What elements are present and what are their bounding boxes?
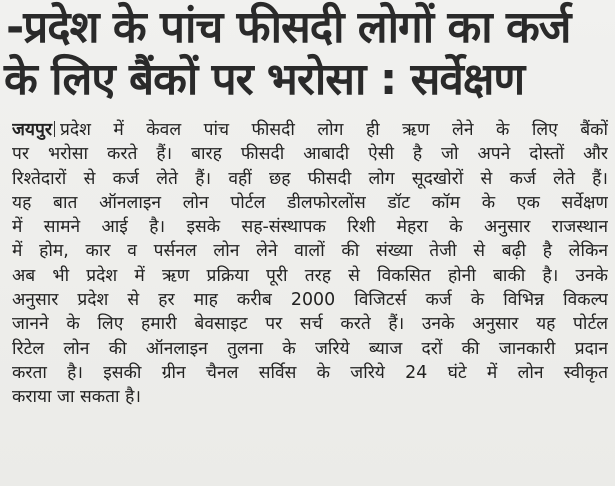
body-line-1: [12, 118, 608, 142]
dateline: जयपुर: [12, 120, 52, 140]
headline: [4, 2, 611, 106]
body-line-2: पर भरोसा करते हैं। बारह फीसदी आबादी ऐसी है जो अपने दोस्तों और: [12, 144, 608, 165]
article-body: [12, 118, 608, 410]
body-line-5: में सामने आई है। इसके सह-संस्थापक रिशी मेहरा के अनुसार राजस्थान: [12, 217, 608, 238]
body-line-1-text: प्रदेश में केवल पांच फीसदी लोग ही ऋण लेने के लिए बैंकों: [59, 120, 608, 140]
body-line-11: करता है। इसकी ग्रीन चैनल सर्विस के जरिये 24 घंटे में लोन स्वीकृत: [12, 362, 608, 383]
body-line-12: कराया जा सकता है।: [12, 387, 141, 408]
body-line-3: रिश्तेदारों से कर्ज लेते हैं। वहीं छह फीसदी लोग सूदखोरों से कर्ज लेते हैं।: [12, 168, 608, 189]
body-line-4: यह बात ऑनलाइन लोन पोर्टल डीलफोरलोंस डॉट कॉम के एक सर्वेक्षण: [12, 192, 608, 213]
body-line-6: में होम, कार व पर्सनल लोन लेने वालों की संख्या तेजी से बढ़ी है लेकिन: [12, 241, 608, 262]
dateline-separator: [54, 121, 55, 137]
body-line-9: जानने के लिए हमारी बेवसाइट पर सर्च करते हैं। उनके अनुसार यह पोर्टल: [12, 314, 608, 335]
body-line-8: अनुसार प्रदेश से हर माह करीब 2000 विजिटर्स कर्ज के विभिन्न विकल्प: [12, 290, 608, 311]
headline-line-1: -प्रदेश के पांच फीसदी लोगों का कर्ज: [6, 2, 571, 53]
headline-line-2: के लिए बैंकों पर भरोसा : सर्वेक्षण: [4, 54, 525, 105]
body-line-7: अब भी प्रदेश में ऋण प्रक्रिया पूरी तरह से विकसित होनी बाकी है। उनके: [12, 265, 608, 286]
body-line-10: रिटेल लोन की ऑनलाइन तुलना के जरिये ब्याज दरों की जानकारी प्रदान: [12, 338, 608, 359]
